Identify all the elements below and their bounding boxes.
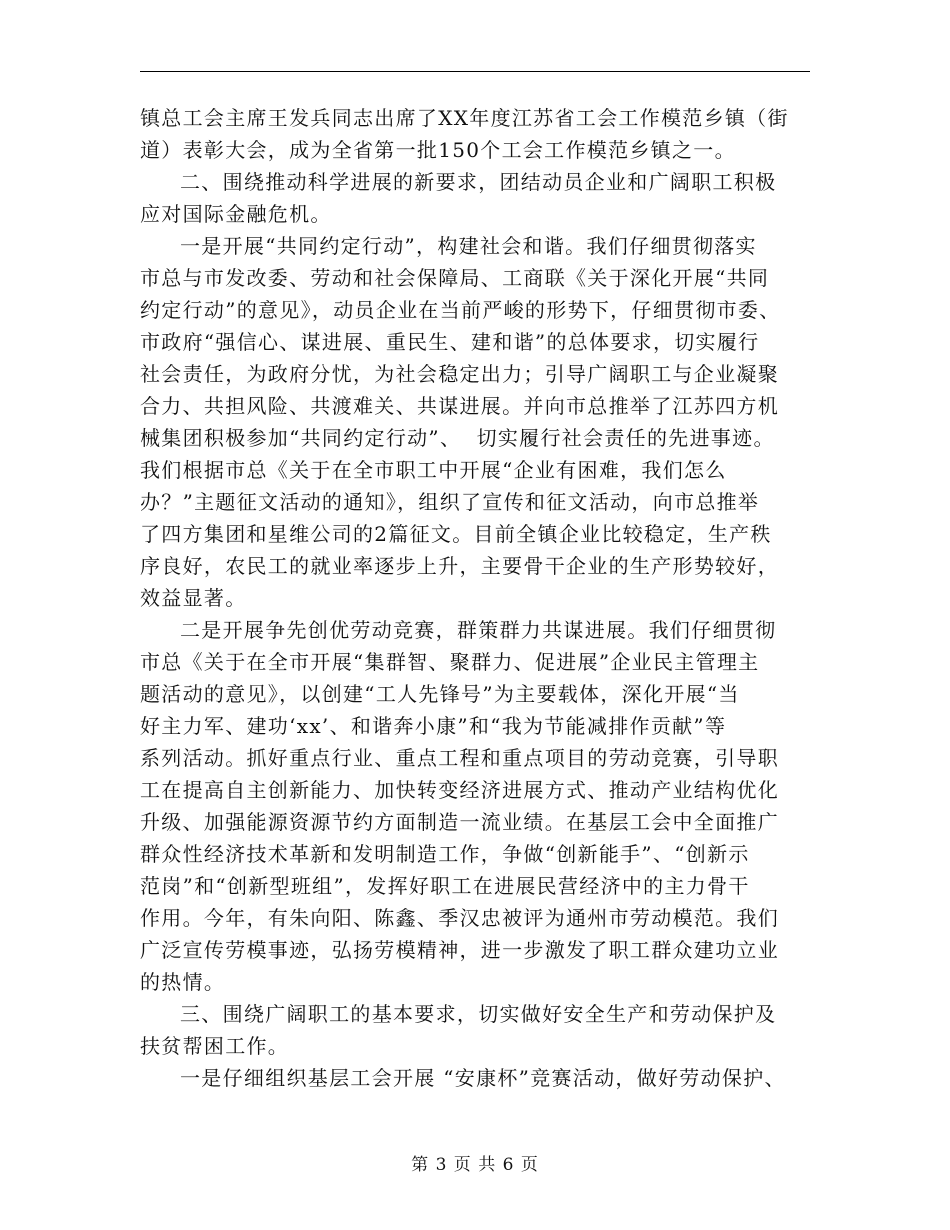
- text-line: 作用。今年，有朱向阳、陈鑫、季汉忠被评为通州市劳动模范。我们: [140, 906, 779, 930]
- text-line: 广泛宣传劳模事迹，弘扬劳模精神，进一步激发了职工群众建功立业: [140, 938, 779, 962]
- text-line: 社会责任，为政府分忧，为社会稳定出力；引导广阔职工与企业凝聚: [140, 362, 779, 386]
- text-line: 序良好，农民工的就业率逐步上升，主要骨干企业的生产形势较好，: [140, 554, 779, 578]
- text-line: 群众性经济技术革新和发明制造工作，争做“创新能手”、“创新示: [140, 842, 750, 866]
- text-line: 系列活动。抓好重点行业、重点工程和重点项目的劳动竞赛，引导职: [140, 746, 779, 770]
- text-line: 约定行动”的意见》，动员企业在当前严峻的形势下，仔细贯彻市委、: [140, 298, 781, 322]
- text-line: 效益显著。: [140, 586, 247, 610]
- paragraph-first-line: 二是开展争先创优劳动竞赛，群策群力共谋进展。我们仔细贯彻: [180, 618, 777, 642]
- text-line: 合力、共担风险、共渡难关、共谋进展。并向市总推举了江苏四方机: [140, 394, 779, 418]
- text-line: 的热情。: [140, 970, 226, 994]
- text-line: 扶贫帮困工作。: [140, 1034, 290, 1058]
- page-number-footer: 第 3 页 共 6 页: [411, 1155, 539, 1175]
- text-line: 好主力军、建功‘xx’、和谐奔小康”和“我为节能减排作贡献”等: [140, 714, 727, 738]
- text-line: 市总《关于在全市开展“集群智、聚群力、促进展”企业民主管理主: [140, 650, 760, 674]
- text-line: 题活动的意见》，以创建“工人先锋号”为主要载体，深化开展“当: [140, 682, 740, 706]
- text-line: 我们根据市总《关于在全市职工中开展“企业有困难，我们怎么: [140, 458, 727, 482]
- text-line: 械集团积极参加“共同约定行动”、 切实履行社会责任的先进事迹。: [140, 426, 775, 450]
- section-heading-line: 三、围绕广阔职工的基本要求，切实做好安全生产和劳动保护及: [180, 1002, 777, 1026]
- paragraph-first-line: 一是开展“共同约定行动”，构建社会和谐。我们仔细贯彻落实: [180, 234, 757, 258]
- text-line: 镇总工会主席王发兵同志出席了XX年度江苏省工会工作模范乡镇（街: [140, 106, 789, 130]
- text-line: 应对国际金融危机。: [140, 202, 332, 226]
- text-line: 工在提高自主创新能力、加快转变经济进展方式、推动产业结构优化: [140, 778, 779, 802]
- text-line: 了四方集团和星维公司的2篇征文。目前全镇企业比较稳定，生产秩: [140, 522, 772, 546]
- text-line: 市总与市发改委、劳动和社会保障局、工商联《关于深化开展“共同: [140, 266, 770, 290]
- section-heading-line: 二、围绕推动科学进展的新要求，团结动员企业和广阔职工积极: [180, 170, 777, 194]
- text-line: 范岗”和“创新型班组”，发挥好职工在进展民营经济中的主力骨干: [140, 874, 750, 898]
- text-line: 升级、加强能源资源节约方面制造一流业绩。在基层工会中全面推广: [140, 810, 779, 834]
- header-rule: [140, 71, 810, 72]
- text-line: 市政府“强信心、谋进展、重民生、建和谐”的总体要求，切实履行: [140, 330, 760, 354]
- text-line: 道）表彰大会，成为全省第一批150个工会工作模范乡镇之一。: [140, 138, 736, 162]
- paragraph-first-line: 一是仔细组织基层工会开展 “安康杯”竞赛活动，做好劳动保护、: [180, 1066, 786, 1090]
- text-line: 办？”主题征文活动的通知》，组织了宣传和征文活动，向市总推举: [140, 490, 760, 514]
